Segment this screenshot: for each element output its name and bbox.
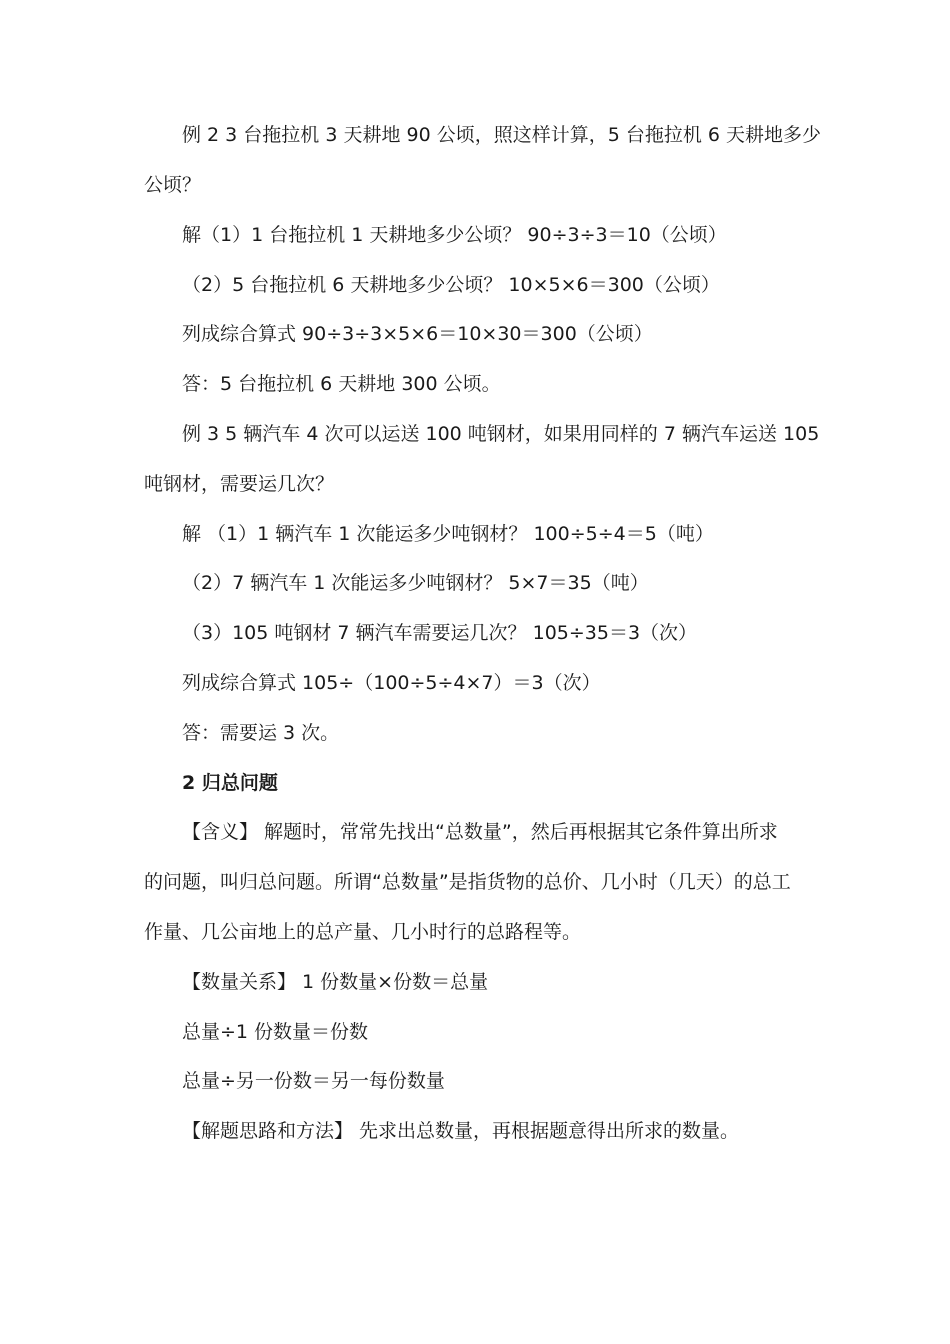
example-2-step-2: （2）5 台拖拉机 6 天耕地多少公顷？ 10×5×6＝300（公顷） bbox=[182, 274, 720, 296]
quantity-relation-3: 总量÷另一份数＝另一每份数量 bbox=[182, 1070, 445, 1092]
example-3-step-3: （3）105 吨钢材 7 辆汽车需要运几次？ 105÷35＝3（次） bbox=[182, 622, 698, 644]
quantity-relation-2: 总量÷1 份数量＝份数 bbox=[182, 1021, 369, 1043]
quantity-relation-1: 【数量关系】 1 份数量×份数＝总量 bbox=[182, 971, 489, 993]
example-3-step-1: 解 （1）1 辆汽车 1 次能运多少吨钢材？ 100÷5÷4＝5（吨） bbox=[182, 523, 714, 545]
example-3-combined-formula: 列成综合算式 105÷（100÷5÷4×7）＝3（次） bbox=[182, 672, 601, 694]
example-2-question-line-2: 公顷？ bbox=[144, 174, 202, 196]
definition-line-3: 作量、几公亩地上的总产量、几小时行的总路程等。 bbox=[144, 921, 582, 943]
example-3-step-2: （2）7 辆汽车 1 次能运多少吨钢材？ 5×7＝35（吨） bbox=[182, 572, 649, 594]
example-3-question-line-1: 例 3 5 辆汽车 4 次可以运送 100 吨钢材，如果用同样的 7 辆汽车运送 105 bbox=[182, 423, 820, 445]
example-3-question-line-2: 吨钢材，需要运几次？ bbox=[144, 473, 335, 495]
section-heading: 2 归总问题 bbox=[182, 772, 278, 794]
example-2-question-line-1: 例 2 3 台拖拉机 3 天耕地 90 公顷，照这样计算，5 台拖拉机 6 天耕地多少 bbox=[182, 124, 822, 146]
example-3-answer: 答：需要运 3 次。 bbox=[182, 722, 340, 744]
definition-line-2: 的问题，叫归总问题。所谓“总数量”是指货物的总价、几小时（几天）的总工 bbox=[144, 871, 791, 893]
solution-method: 【解题思路和方法】 先求出总数量，再根据题意得出所求的数量。 bbox=[182, 1120, 740, 1142]
example-2-step-1: 解（1）1 台拖拉机 1 天耕地多少公顷？ 90÷3÷3＝10（公顷） bbox=[182, 224, 727, 246]
example-2-combined-formula: 列成综合算式 90÷3÷3×5×6＝10×30＝300（公顷） bbox=[182, 323, 653, 345]
example-2-answer: 答：5 台拖拉机 6 天耕地 300 公顷。 bbox=[182, 373, 501, 395]
definition-line-1: 【含义】 解题时，常常先找出“总数量”，然后再根据其它条件算出所求 bbox=[182, 821, 778, 843]
